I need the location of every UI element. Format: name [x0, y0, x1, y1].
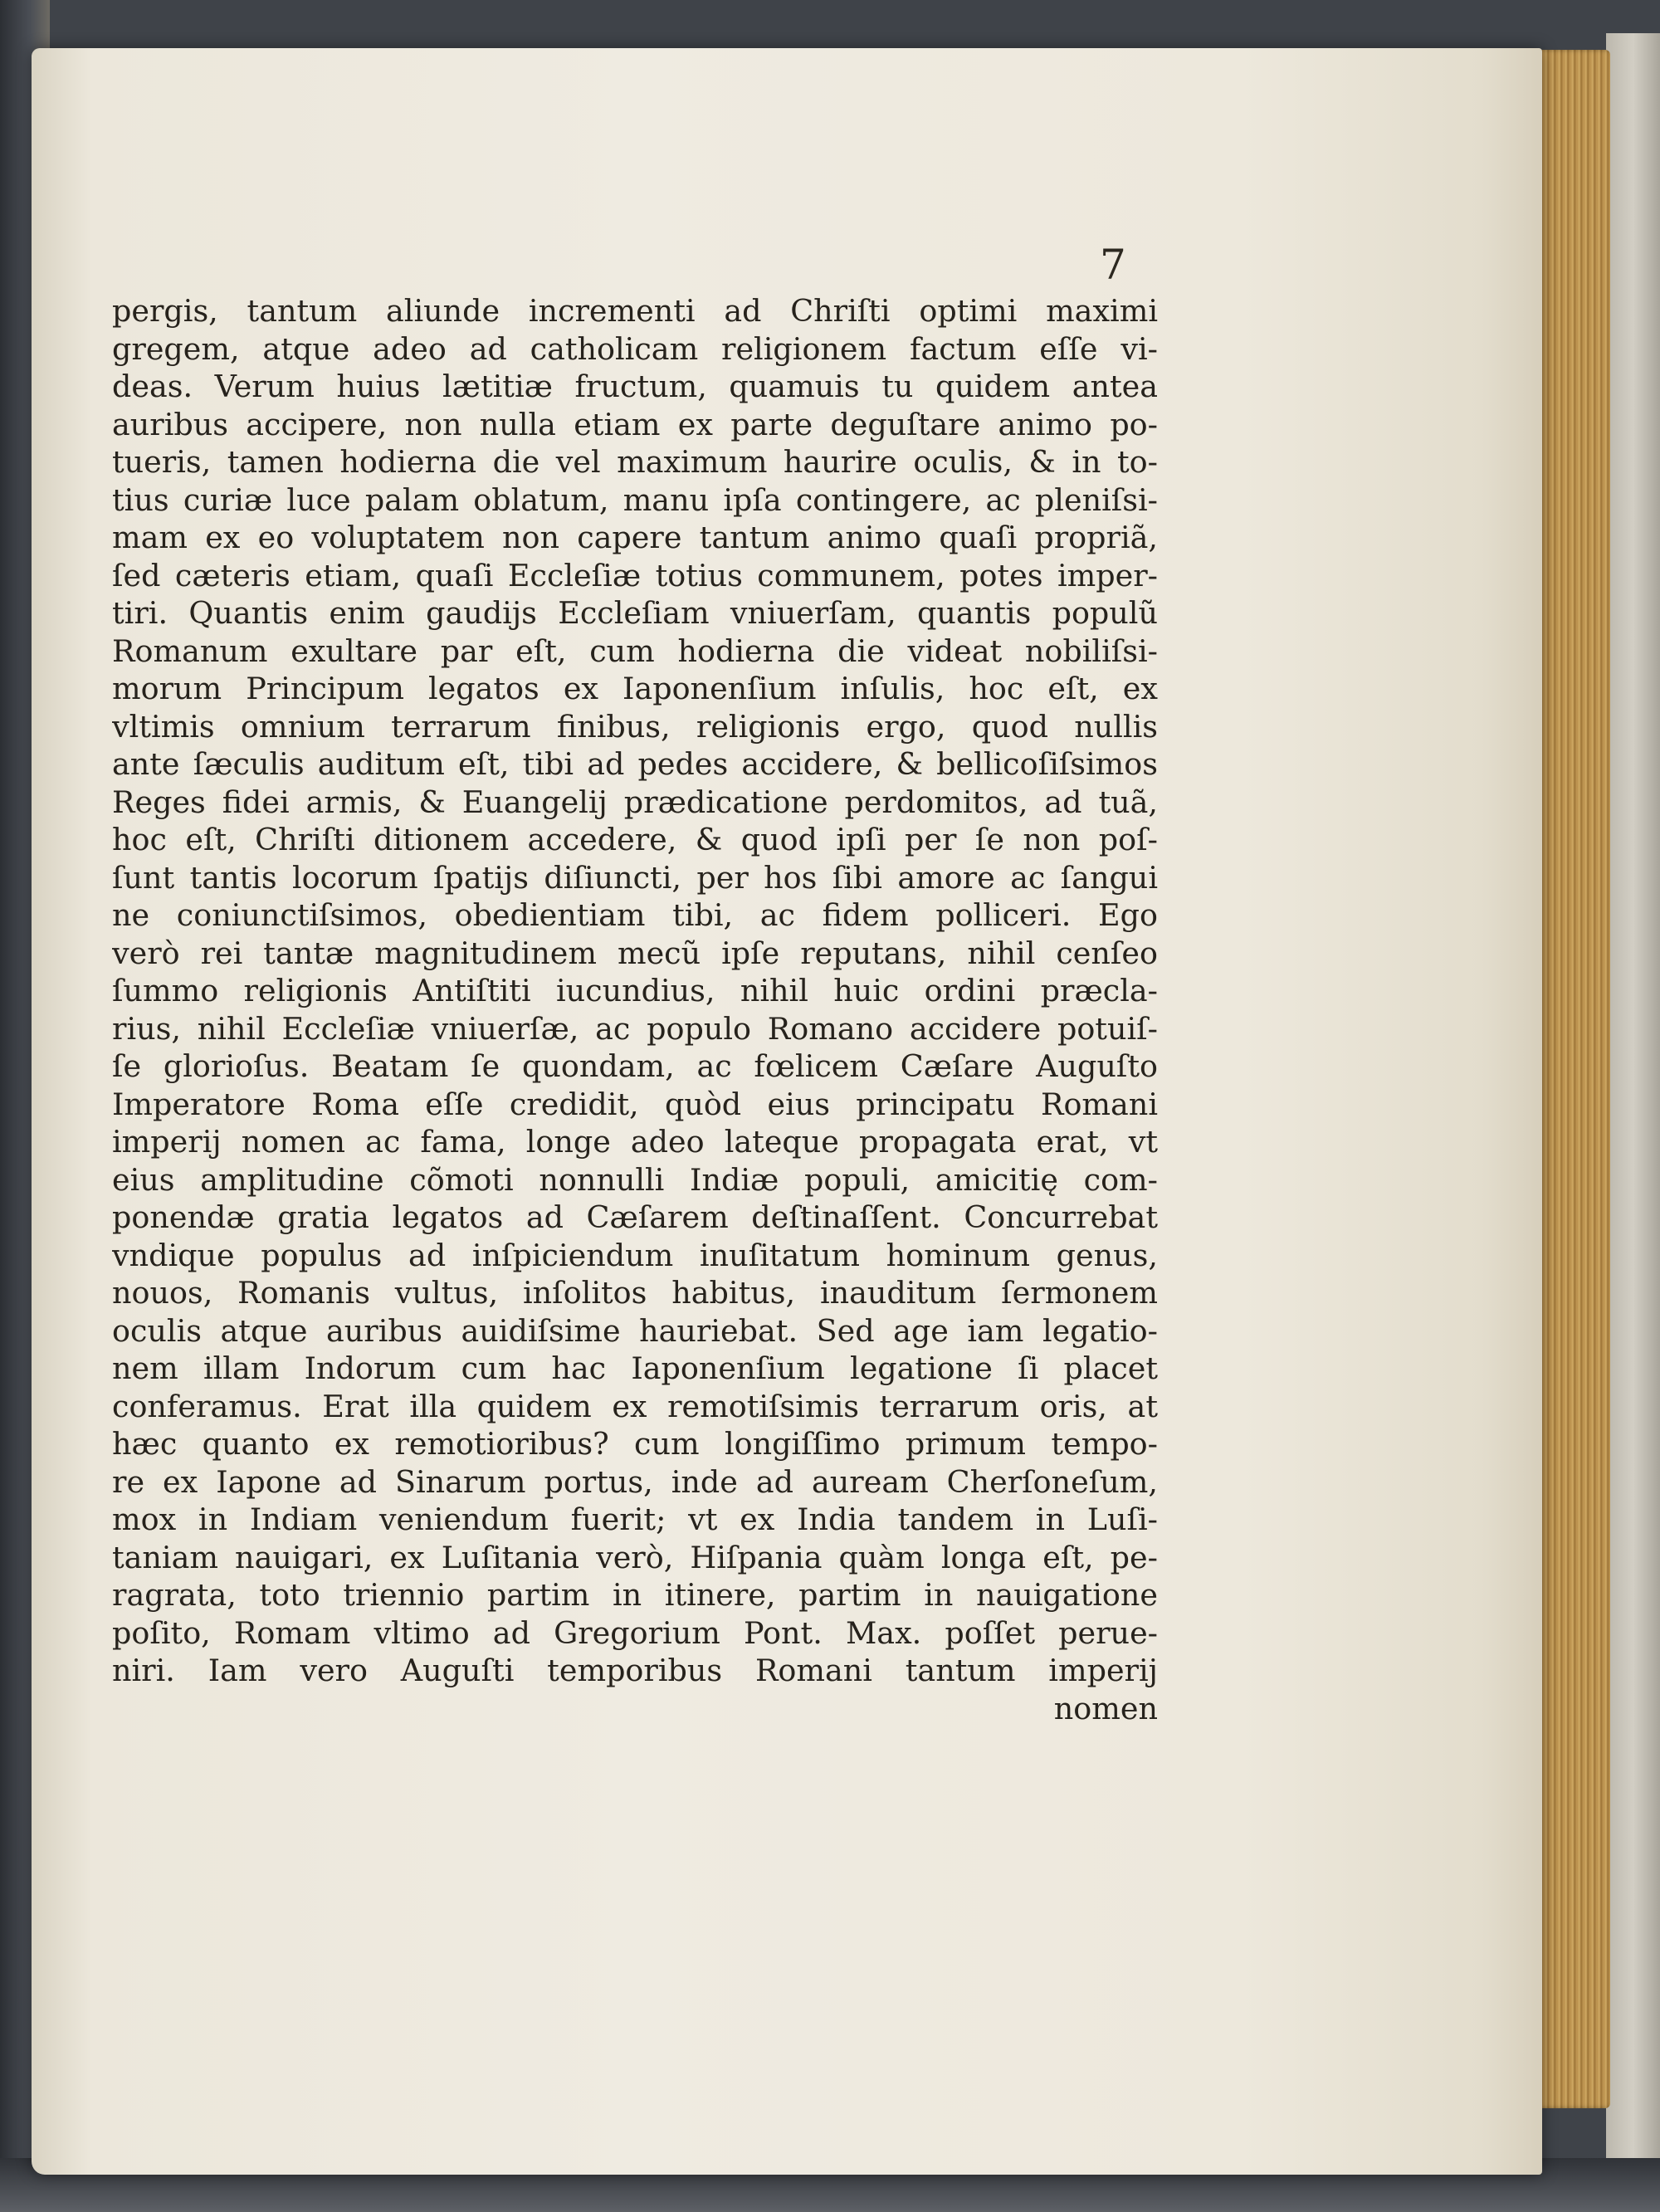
- text-line: mox in Indiam veniendum fuerit; vt ex India tandem in Luſi-: [112, 1502, 1158, 1537]
- text-line: hæc quanto ex remotioribus? cum longiſſimo primum tempo-: [112, 1426, 1158, 1462]
- text-line: imperij nomen ac fama, longe adeo lateque propagata erat, vt: [112, 1124, 1158, 1160]
- text-line: ragrata, toto triennio partim in itinere, partim in nauigatione: [112, 1577, 1158, 1613]
- text-line: rius, nihil Eccleſiæ vniuerſæ, ac populo Romano accidere potuiſ-: [112, 1010, 1158, 1047]
- text-line: conferamus. Erat illa quidem ex remotiſsimis terrarum oris, at: [112, 1388, 1158, 1424]
- text-line: ſunt tantis locorum ſpatijs diſiuncti, per hos ſibi amore ac ſangui: [112, 859, 1158, 896]
- text-line: tueris, tamen hodierna die vel maximum haurire oculis, & in to-: [112, 444, 1158, 480]
- text-line: verò rei tantæ magnitudinem mecũ ipſe reputans, nihil cenſeo: [112, 935, 1158, 971]
- text-line: taniam nauigari, ex Luſitania verò, Hiſpania quàm longa eſt, pe-: [112, 1539, 1158, 1575]
- text-line: ſe glorioſus. Beatam ſe quondam, ac fœlicem Cæſare Auguſto: [112, 1048, 1158, 1084]
- text-line: niri. Iam vero Auguſti temporibus Romani tantum imperij: [112, 1653, 1158, 1688]
- text-block: [112, 292, 1158, 1727]
- text-line: vndique populus ad inſpiciendum inuſitatum hominum genus,: [112, 1237, 1158, 1273]
- text-line: eius amplitudine cõmoti nonnulli Indiæ populi, amicitię com-: [112, 1161, 1158, 1198]
- text-line: ſed cæteris etiam, quaſi Eccleſiæ totius communem, potes imper-: [112, 557, 1158, 593]
- text-line: morum Principum legatos ex Iaponenſium inſulis, hoc eſt, ex: [112, 671, 1158, 706]
- text-line: nem illam Indorum cum hac Iaponenſium legatione ſi placet: [112, 1350, 1158, 1386]
- text-line: tius curiæ luce palam oblatum, manu ipſa contingere, ac pleniſsi-: [112, 481, 1158, 518]
- text-line: ſummo religionis Antiſtiti iucundius, nihil huic ordini præcla-: [112, 973, 1158, 1008]
- text-line: deas. Verum huius lætitiæ fructum, quamuis tu quidem antea: [112, 369, 1158, 404]
- text-line: vltimis omnium terrarum finibus, religionis ergo, quod nullis: [112, 708, 1158, 745]
- text-line: ante ſæculis auditum eſt, tibi ad pedes accidere, & bellicoſiſsimos: [112, 746, 1158, 782]
- text-line: mam ex eo voluptatem non capere tantum animo quaſi propriã,: [112, 520, 1158, 555]
- text-line: oculis atque auribus auidiſsime hauriebat. Sed age iam legatio-: [112, 1312, 1158, 1349]
- text-line: auribus accipere, non nulla etiam ex parte deguſtare animo po-: [112, 406, 1158, 442]
- text-line: nouos, Romanis vultus, inſolitos habitus, inauditum ſermonem: [112, 1275, 1158, 1311]
- text-line: Reges fidei armis, & Euangelij prædicatione perdomitos, ad tuã,: [112, 784, 1158, 820]
- catchword: nomen: [1053, 1690, 1158, 1726]
- text-line: tiri. Quantis enim gaudijs Eccleſiam vniuerſam, quantis populũ: [112, 595, 1158, 631]
- text-line: Romanum exultare par eſt, cum hodierna die videat nobiliſsi-: [112, 632, 1158, 669]
- text-line: gregem, atque adeo ad catholicam religionem factum eſſe vi-: [112, 330, 1158, 367]
- text-line: poſito, Romam vltimo ad Gregorium Pont. Max. poſſet perue-: [112, 1614, 1158, 1651]
- text-line: pergis, tantum aliunde incrementi ad Chriſti optimi maximi: [112, 293, 1158, 329]
- text-line: hoc eſt, Chriſti ditionem accedere, & quod ipſi per ſe non poſ-: [112, 822, 1158, 857]
- text-line: ponendæ gratia legatos ad Cæſarem deſtinaſſent. Concurrebat: [112, 1199, 1158, 1235]
- page-number: 7: [1100, 241, 1127, 289]
- text-line: re ex Iapone ad Sinarum portus, inde ad auream Cherſoneſum,: [112, 1463, 1158, 1500]
- book-cover-edge: [1606, 33, 1660, 2191]
- text-line: Imperatore Roma eſſe credidit, quòd eius principatu Romani: [112, 1086, 1158, 1122]
- text-line: ne coniunctiſsimos, obedientiam tibi, ac fidem polliceri. Ego: [112, 897, 1158, 933]
